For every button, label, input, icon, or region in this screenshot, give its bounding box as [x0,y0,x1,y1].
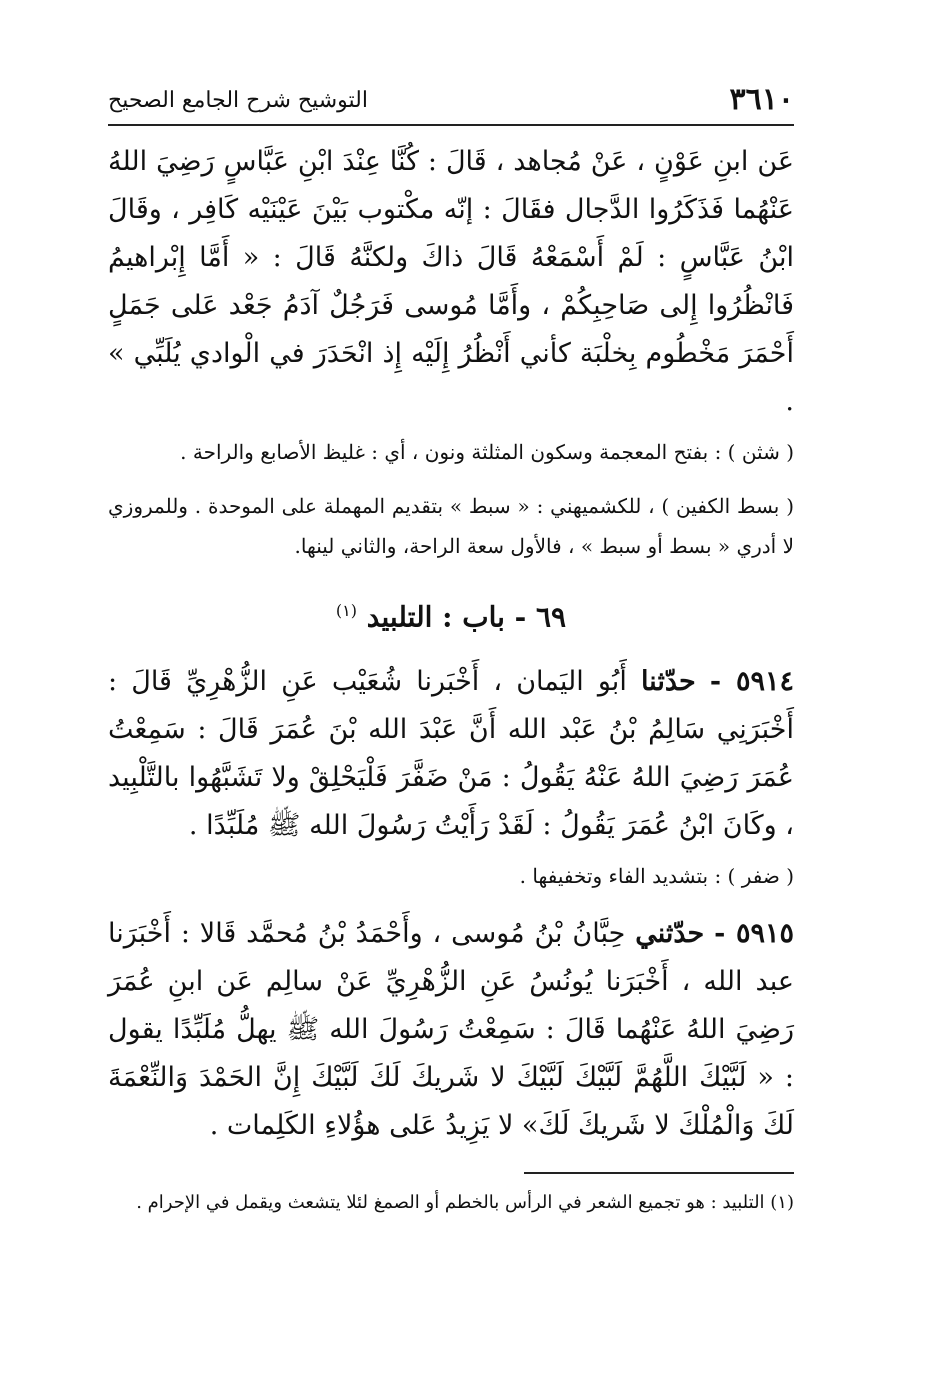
hadith-lead-word: حدّثنا [640,666,696,698]
hadith-text: أَبُو اليَمان ، أَخْبَرنا شُعَيْب عَنِ الزُّهْرِيِّ قَالَ : أَخْبَرَنِي سَالِمُ بْنُ عَبْد الله أَنَّ عَبْدَ الله بْنَ عُمَرَ قَالَ : سَمِعْتُ عُمَرَ رَضِيَ اللهُ عَنْهُ يَقُولُ : مَنْ ضَفَّرَ فَلْيَحْلِقْ ولا تَشَبَّهُوا بالتَّلْبِيد ، وكَانَ ابْنُ عُمَرَ يَقُولُ : لَقَدْ رَأَيْتُ رَسُولَ الله ﷺ مُلَبِّدًا . [108,666,794,842]
running-title: التوشيح شرح الجامع الصحيح [108,88,368,113]
footnote-divider [524,1172,794,1174]
chapter-footnote-mark: (١) [335,601,357,620]
hadith-5915 [108,910,794,1150]
page-body [108,138,794,1220]
hadith-lead-word: حدّثني [635,918,705,950]
hadith-number: ٥٩١٥ - [714,918,794,950]
chapter-heading [108,584,794,644]
chapter-title: ٦٩ - باب : التلبيد [366,600,567,634]
page-header [108,78,794,126]
hadith-continuation: عَن ابنِ عَوْنٍ ، عَنْ مُجاهد ، قَالَ : كُنَّا عِنْدَ ابْنِ عَبَّاسٍ رَضِيَ اللهُ عَنْهُما فَذَكَرُوا الدَّجال فقَالَ : إنّه مكْتوب بَيْنَ عَيْنَيْه كَافِر ، وقَالَ ابْنُ عَبَّاسٍ : لَمْ أَسْمَعْهُ قَالَ ذاكَ ولكنَّهُ قَالَ : « أَمَّا إِبْراهيمُ فَانْظُرُوا إِلى صَاحِبِكُمْ ، وأَمَّا مُوسى فَرَجُلٌ آدَمُ جَعْد عَلى جَمَلٍ أَحْمَرَ مَخْطُوم بِخلْبَة كأني أَنْظُرُ إِلَيْه إِذ انْحَدَرَ في الْوادي يُلَبِّي » . [108,146,794,417]
footnote: (١) التلبيد : هو تجميع الشعر في الرأس بالخطم أو الصمغ لئلا يتشعث ويقمل في الإحرام . [136,1192,794,1214]
hadith-number: ٥٩١٤ - [709,666,794,698]
hadith-text: حِبَّانُ بْنُ مُوسى ، وأَحْمَدُ بْنُ مُحمَّد قَالا : أَخْبَرَنا عبد الله ، أَخْبَرَنا يُونُسُ عَنِ الزُّهْرِيِّ عَنْ سالِم عَن ابنِ عُمَرَ رَضِيَ اللهُ عَنْهُما قَالَ : سَمِعْتُ رَسُولَ الله ﷺ يهلُّ مُلَبِّدًا يقول : « لَبَّيْكَ اللَّهُمَّ لَبَّيْكَ لَبَّيْكَ لا شَريكَ لَكَ لَبَّيْكَ إِنَّ الحَمْدَ وَالنِّعْمَةَ لَكَ وَالْمُلْكَ لا شَريكَ لَكَ» لا يَزِيدُ عَلى هؤُلاءِ الكَلِمات . [108,918,794,1142]
page-number: ٣٦١٠ [729,82,794,117]
hadith-5914 [108,658,794,850]
commentary-shathn: ( شثن ) : بفتح المعجمة وسكون المثلثة ونون ، أي : غليظ الأصابع والراحة . [180,440,794,464]
book-page [108,78,794,1238]
commentary-bast: ( بسط الكفين ) ، للكشميهني : « سبط » بتقديم المهملة على الموحدة . وللمروزي لا أدري « بسط أو سبط » ، فالأول سعة الراحة، والثاني لينها. [108,494,794,558]
commentary-dafar: ( ضفر ) : بتشديد الفاء وتخفيفها . [519,864,794,889]
